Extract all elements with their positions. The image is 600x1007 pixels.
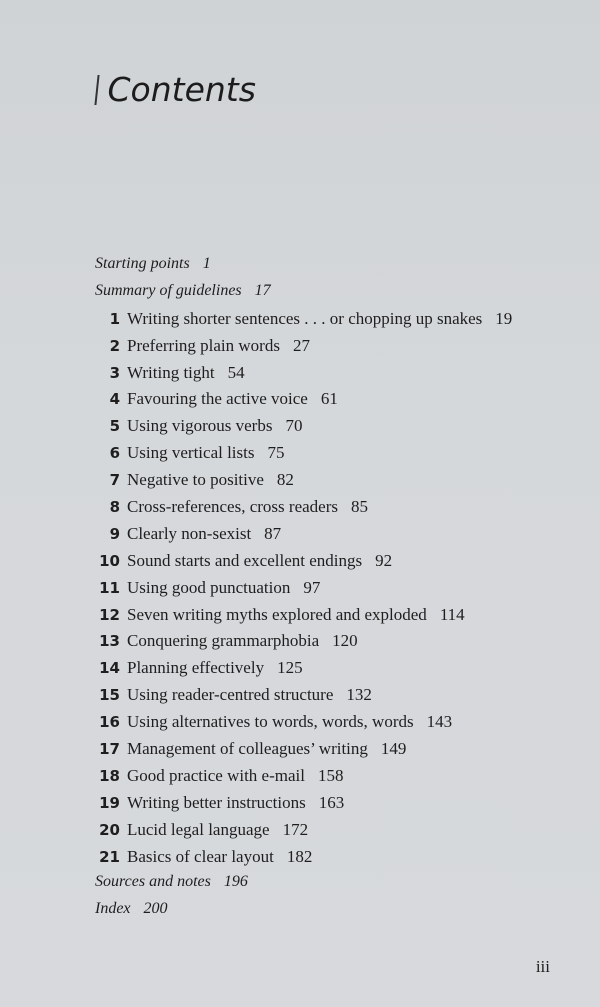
toc-entry-starting-points [95, 255, 575, 282]
toc-entry-chapter [95, 551, 575, 578]
toc-entry-chapter [95, 389, 575, 416]
toc-entry-chapter [95, 416, 575, 443]
chapter-page: 61 [320, 389, 338, 409]
entry-title: Index [95, 900, 131, 918]
chapter-number: 18 [99, 766, 120, 785]
chapter-page: 120 [332, 631, 358, 651]
chapter-number: 20 [99, 820, 120, 839]
toc-entry-chapter [95, 820, 575, 847]
chapter-title: Planning effectively [127, 658, 265, 678]
chapter-title: Using alternatives to words, words, words [127, 712, 414, 732]
table-of-contents [95, 255, 575, 927]
toc-entry-summary [95, 282, 575, 309]
chapter-number: 4 [109, 390, 120, 409]
chapter-page: 158 [317, 765, 344, 785]
toc-entry-chapter [95, 524, 575, 551]
chapter-page: 97 [303, 577, 321, 597]
chapter-page: 149 [380, 739, 407, 759]
chapter-number: 11 [99, 578, 120, 597]
chapter-page: 27 [292, 335, 310, 355]
toc-entry-chapter [95, 578, 575, 605]
chapter-page: 54 [227, 362, 245, 382]
contents-heading [96, 70, 256, 109]
chapter-number: 13 [99, 632, 120, 651]
toc-entry-chapter [95, 363, 575, 390]
entry-page: 1 [202, 255, 211, 272]
toc-entry-chapter [95, 766, 575, 793]
chapter-title: Writing better instructions [127, 792, 306, 812]
entry-page: 200 [143, 900, 168, 918]
chapter-list [95, 309, 575, 874]
chapter-page: 82 [276, 470, 294, 490]
toc-entry-chapter [95, 605, 575, 632]
chapter-page: 143 [426, 712, 453, 732]
toc-entry-index [95, 900, 575, 927]
chapter-number: 8 [109, 498, 120, 517]
chapter-number: 2 [109, 336, 120, 355]
chapter-number: 16 [99, 713, 120, 732]
chapter-number: 21 [99, 847, 120, 866]
chapter-page: 163 [318, 792, 345, 812]
chapter-number: 9 [109, 524, 120, 543]
entry-page: 196 [223, 873, 248, 891]
toc-entry-chapter [95, 309, 575, 336]
chapter-number: 5 [109, 417, 120, 436]
chapter-title: Using good punctuation [127, 577, 291, 597]
toc-entry-chapter [95, 685, 575, 712]
toc-entry-sources [95, 873, 575, 900]
chapter-title: Preferring plain words [127, 335, 280, 355]
chapter-title: Favouring the active voice [127, 389, 308, 409]
chapter-number: 6 [109, 444, 120, 463]
chapter-title: Using vigorous verbs [127, 416, 273, 436]
toc-entry-chapter [95, 712, 575, 739]
toc-entry-chapter [95, 631, 575, 658]
chapter-page: 114 [439, 604, 465, 624]
page-number: iii [535, 957, 550, 976]
heading-rule [94, 75, 99, 105]
chapter-page: 85 [350, 497, 368, 517]
chapter-page: 125 [277, 658, 303, 678]
chapter-page: 132 [346, 685, 372, 705]
chapter-page: 75 [267, 443, 285, 463]
toc-entry-chapter [95, 336, 575, 363]
chapter-title: Using reader-centred structure [127, 685, 334, 705]
chapter-title: Negative to positive [127, 470, 264, 490]
chapter-title: Using vertical lists [127, 443, 255, 463]
chapter-number: 1 [109, 309, 120, 328]
chapter-number: 14 [99, 659, 120, 678]
chapter-title: Writing tight [127, 362, 215, 382]
toc-entry-chapter [95, 497, 575, 524]
toc-entry-chapter [95, 658, 575, 685]
chapter-page: 19 [495, 308, 513, 328]
chapter-number: 3 [109, 363, 120, 382]
chapter-title: Good practice with e-mail [127, 765, 305, 785]
chapter-number: 17 [99, 740, 120, 759]
toc-entry-chapter [95, 847, 575, 874]
entry-page: 17 [254, 281, 271, 299]
chapter-page: 92 [375, 550, 393, 570]
toc-entry-chapter [95, 443, 575, 470]
entry-title: Summary of guidelines [95, 281, 242, 299]
chapter-number: 19 [99, 793, 120, 812]
chapter-number: 12 [99, 605, 120, 624]
chapter-title: Lucid legal language [127, 819, 270, 839]
chapter-title: Basics of clear layout [127, 846, 274, 866]
chapter-title: Clearly non-sexist [127, 523, 252, 543]
toc-entry-chapter [95, 793, 575, 820]
chapter-title: Cross-references, cross readers [127, 497, 338, 517]
entry-title: Starting points [95, 255, 190, 272]
chapter-title: Seven writing myths explored and exploded [127, 604, 427, 624]
chapter-number: 7 [109, 471, 120, 490]
toc-entry-chapter [95, 739, 575, 766]
chapter-title: Sound starts and excellent endings [127, 550, 363, 570]
chapter-page: 70 [285, 416, 303, 436]
toc-entry-chapter [95, 470, 575, 497]
chapter-title: Conquering grammarphobia [127, 631, 320, 651]
heading-text: Contents [107, 70, 256, 109]
chapter-title: Management of colleagues’ writing [127, 739, 368, 759]
chapter-title: Writing shorter sentences . . . or chopping up snakes [127, 308, 483, 328]
chapter-number: 15 [99, 686, 120, 705]
chapter-page: 182 [286, 846, 313, 866]
chapter-number: 10 [99, 551, 120, 570]
entry-title: Sources and notes [95, 873, 211, 891]
chapter-page: 172 [282, 819, 309, 839]
chapter-page: 87 [264, 523, 282, 543]
